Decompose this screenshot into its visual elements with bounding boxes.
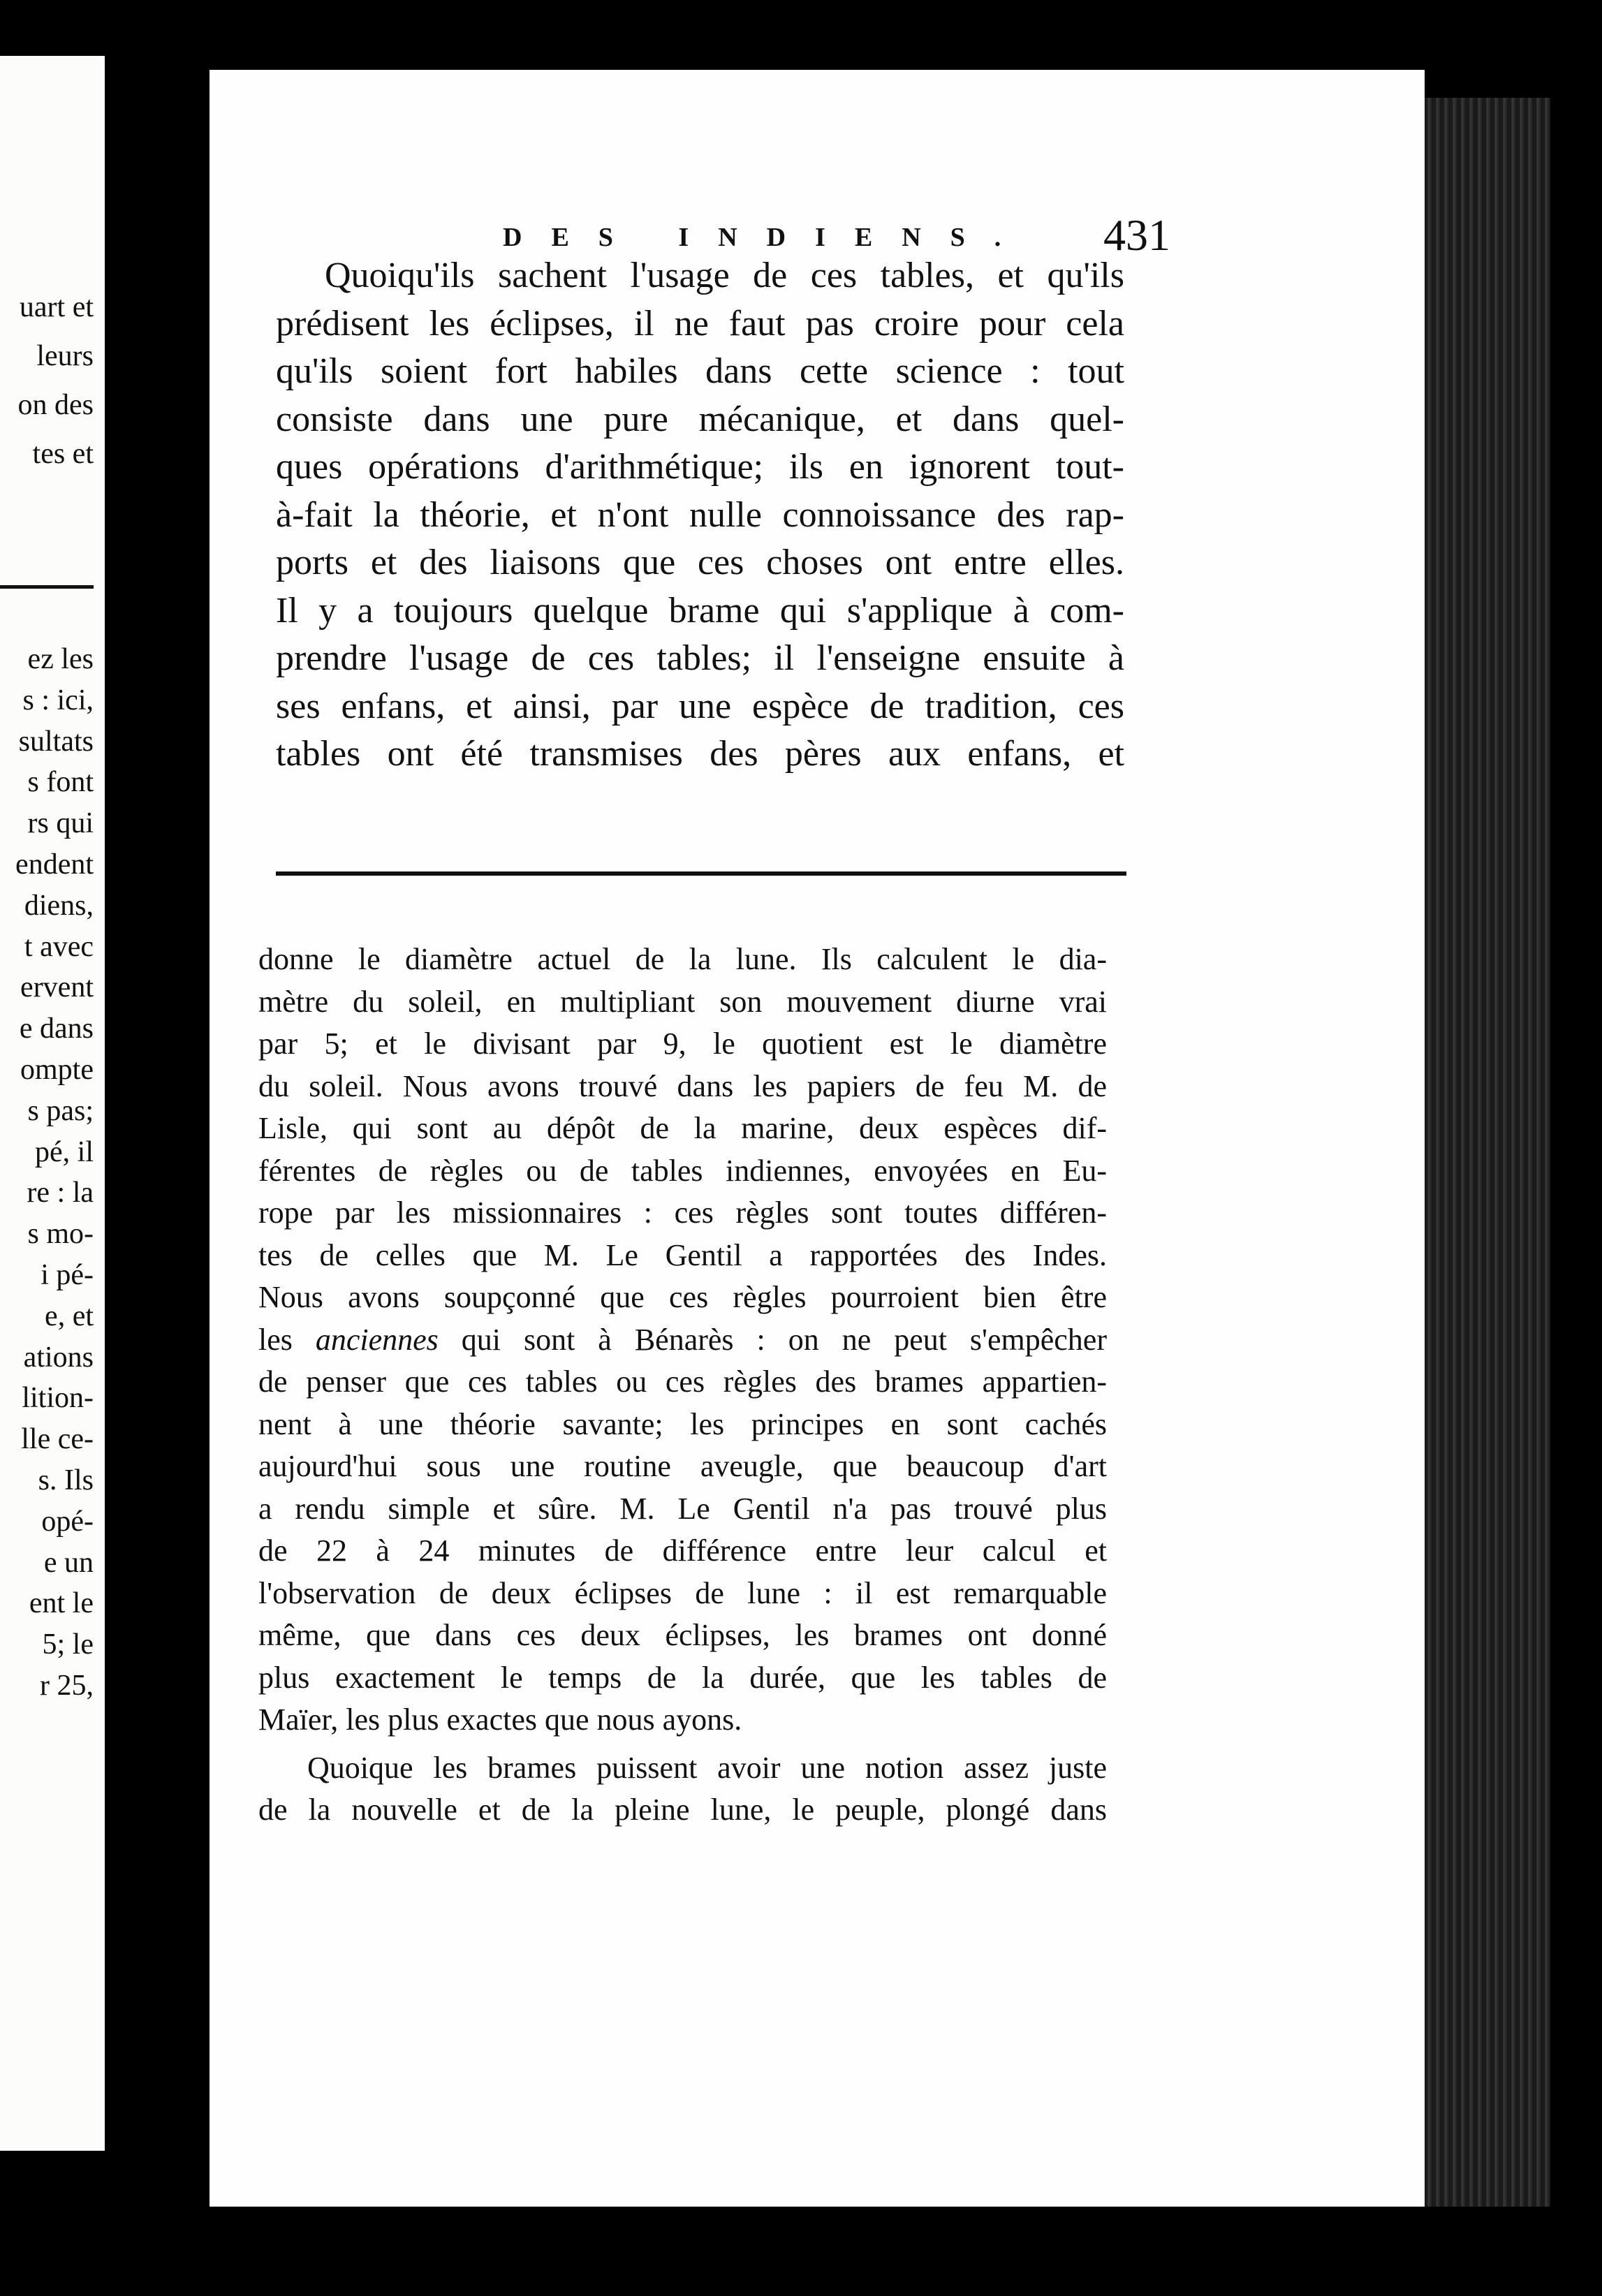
main-text-line: Quoiqu'ils sachent l'usage de ces tables, et qu'ils: [325, 256, 1124, 295]
left-page-line: s mo-: [27, 1218, 94, 1251]
left-page-line: ompte: [20, 1054, 94, 1086]
footnote-line: de la nouvelle et de la pleine lune, le peuple, plongé dans: [258, 1793, 1107, 1827]
footnote-line: de penser que ces tables ou ces règles des brames appartien-: [258, 1364, 1107, 1399]
footnote-line: donne le diamètre actuel de la lune. Ils calculent le dia-: [258, 942, 1107, 976]
left-page-line: endent: [15, 848, 94, 881]
left-page-line: s pas;: [27, 1094, 94, 1127]
main-text-line: prédisent les éclipses, il ne faut pas croire pour cela: [276, 303, 1124, 344]
footnote-line: rope par les missionnaires : ces règles sont toutes différen-: [258, 1195, 1107, 1230]
main-text-line: à-fait la théorie, et n'ont nulle connoissance des rap-: [276, 494, 1124, 535]
left-page-line: ervent: [20, 971, 94, 1004]
footnote-italic-word: anciennes: [315, 1322, 439, 1357]
left-page-line: lition-: [22, 1382, 94, 1415]
left-page-line: leurs: [36, 340, 94, 372]
footnote-text: qui sont à Bénarès : on ne peut s'empêcher: [438, 1322, 1107, 1357]
footnote-line: [258, 1322, 1107, 1357]
footnote-line: plus exactement le temps de la durée, que les tables de: [258, 1660, 1107, 1695]
main-text-line: ses enfans, et ainsi, par une espèce de tradition, ces: [276, 686, 1124, 726]
footnote-line: a rendu simple et sûre. M. Le Gentil n'a pas trouvé plus: [258, 1491, 1107, 1526]
left-page-line: r 25,: [40, 1670, 94, 1702]
footnote-text: les: [258, 1322, 316, 1357]
left-page-line: opé-: [41, 1505, 94, 1538]
book-page: [210, 70, 1425, 2207]
left-page-line: e dans: [19, 1013, 94, 1045]
footnote-line: l'observation de deux éclipses de lune : il est remarquable: [258, 1575, 1107, 1610]
footnote-line: Quoique les brames puissent avoir une notion assez juste: [307, 1750, 1107, 1785]
main-text-line: prendre l'usage de ces tables; il l'enseigne ensuite à: [276, 638, 1124, 678]
left-page-line: s. Ils: [38, 1464, 94, 1496]
left-page-line: 5; le: [42, 1628, 94, 1661]
left-page-line: re : la: [27, 1177, 94, 1209]
main-text-line: tables ont été transmises des pères aux enfans, et: [276, 734, 1124, 774]
footnote-line: nent à une théorie savante; les principes en sont cachés: [258, 1406, 1107, 1441]
footnote-line: même, que dans ces deux éclipses, les brames ont donné: [258, 1618, 1107, 1652]
left-page-line: tes et: [32, 438, 94, 470]
left-page-line: diens,: [24, 889, 94, 922]
footnote-line: tes de celles que M. Le Gentil a rapportées des Indes.: [258, 1237, 1107, 1272]
left-page-line: sultats: [18, 725, 94, 758]
running-head: DES INDIENS.: [503, 223, 1031, 252]
left-page-line: s font: [27, 766, 94, 799]
left-page-line: ent le: [29, 1587, 94, 1620]
main-text-line: ques opérations d'arithmétique; ils en ignorent tout-: [276, 447, 1124, 487]
left-page-line: on des: [17, 389, 94, 421]
main-text-line: Il y a toujours quelque brame qui s'applique à com-: [276, 590, 1124, 631]
left-page-line: lle ce-: [21, 1423, 94, 1456]
left-facing-page: [0, 56, 105, 2151]
left-page-line: i pé-: [41, 1259, 94, 1291]
main-text-line: ports et des liaisons que ces choses ont entre elles.: [276, 543, 1124, 582]
left-page-line: pé, il: [35, 1135, 94, 1168]
left-page-line: e un: [43, 1546, 94, 1579]
footnote-line: Maïer, les plus exactes que nous ayons.: [258, 1702, 742, 1737]
left-page-line: rs qui: [27, 807, 94, 840]
main-text-line: consiste dans une pure mécanique, et dans quel-: [276, 399, 1124, 439]
footnote-line: par 5; et le divisant par 9, le quotient est le diamètre: [258, 1026, 1107, 1061]
footnote-line: mètre du soleil, en multipliant son mouvement diurne vrai: [258, 984, 1107, 1019]
left-page-line: t avec: [24, 930, 94, 963]
left-page-line: e, et: [45, 1300, 94, 1332]
footnote-line: Nous avons soupçonné que ces règles pourroient bien être: [258, 1280, 1107, 1314]
footnote-line: aujourd'hui sous une routine aveugle, que beaucoup d'art: [258, 1449, 1107, 1483]
left-page-rule: [0, 585, 94, 589]
left-page-line: uart et: [19, 291, 94, 323]
left-page-line: ations: [23, 1341, 94, 1374]
page-number: 431: [1103, 210, 1170, 260]
footnote-line: du soleil. Nous avons trouvé dans les papiers de feu M. de: [258, 1068, 1107, 1103]
footnote-line: de 22 à 24 minutes de différence entre leur calcul et: [258, 1533, 1107, 1568]
footnote-line: férentes de règles ou de tables indiennes, envoyées en Eu-: [258, 1153, 1107, 1188]
footnote-line: Lisle, qui sont au dépôt de la marine, deux espèces dif-: [258, 1111, 1107, 1145]
left-page-line: ez les: [27, 643, 94, 675]
footnote-rule: [276, 871, 1126, 876]
main-text-line: qu'ils soient fort habiles dans cette science : tout: [276, 351, 1124, 391]
left-page-line: s : ici,: [22, 684, 94, 716]
